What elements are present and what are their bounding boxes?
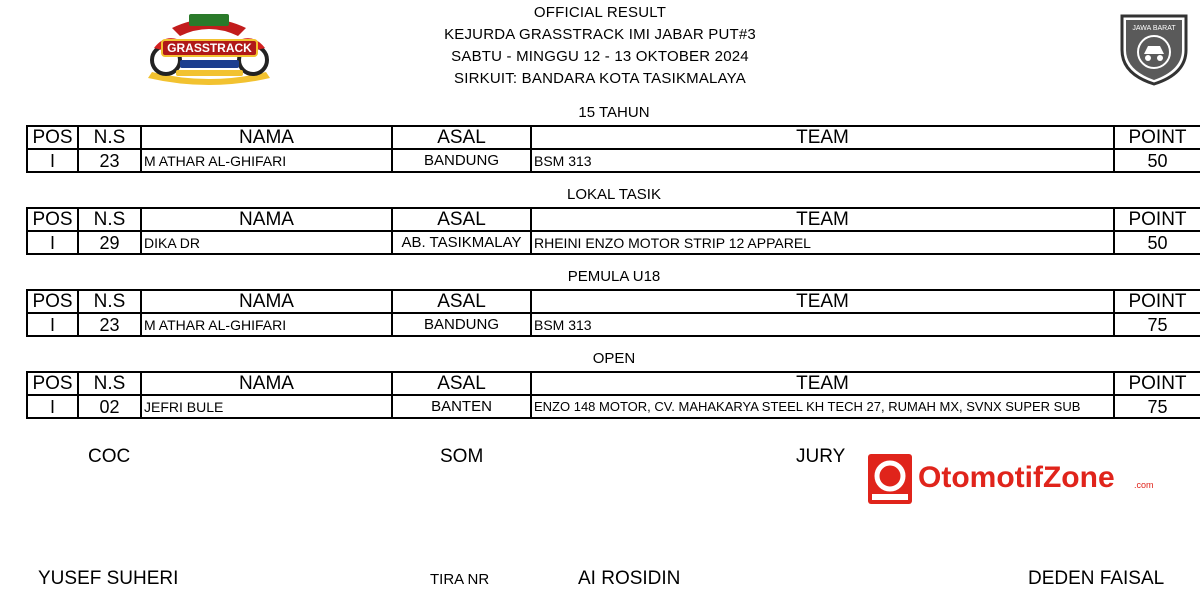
table-row [27,231,1200,254]
coc-name: YUSEF SUHERI [38,568,179,589]
cell-point: 50 [1114,231,1200,254]
svg-text:OtomotifZone: OtomotifZone [918,461,1115,494]
coc-label: COC [88,446,131,467]
col-point-header: POINT [1114,290,1200,313]
cell-ns: 23 [78,149,141,172]
category-title: OPEN [592,350,636,367]
col-pos-header: POS [27,126,78,149]
cell-ns: 23 [78,313,141,336]
cell-point: 75 [1114,395,1200,418]
cell-team: BSM 313 [531,313,1114,336]
grasstrack-logo [132,8,287,88]
category-title: LOKAL TASIK [567,186,661,203]
results-table [26,207,1200,255]
col-asal-header: ASAL [392,126,531,149]
results-table [26,289,1200,337]
col-ns-header: N.S [78,290,141,313]
col-ns-header: N.S [78,126,141,149]
header-line-4: SIRKUIT: BANDARA KOTA TASIKMALAYA [454,70,746,87]
table-header-row [27,290,1200,313]
svg-text:.com: .com [1134,480,1154,490]
col-point-header: POINT [1114,126,1200,149]
results-table [26,371,1200,419]
som-name: TIRA NR [430,571,490,588]
cell-ns: 29 [78,231,141,254]
col-pos-header: POS [27,372,78,395]
official-name: AI ROSIDIN [578,568,681,589]
jury-name: DEDEN FAISAL [1028,568,1165,589]
table-row [27,395,1200,418]
col-nama-header: NAMA [141,290,392,313]
col-pos-header: POS [27,208,78,231]
col-asal-header: ASAL [392,372,531,395]
results-table [26,125,1200,173]
otomotifzone-watermark [868,454,1158,504]
cell-pos: I [27,231,78,254]
col-nama-header: NAMA [141,126,392,149]
col-asal-header: ASAL [392,208,531,231]
cell-pos: I [27,149,78,172]
col-team-header: TEAM [531,290,1114,313]
cell-team: RHEINI ENZO MOTOR STRIP 12 APPAREL [531,231,1114,254]
table-header-row [27,126,1200,149]
cell-team: ENZO 148 MOTOR, CV. MAHAKARYA STEEL KH TECH 27, RUMAH MX, SVNX SUPER SUB [531,395,1114,418]
cell-nama: DIKA DR [141,231,392,254]
col-ns-header: N.S [78,208,141,231]
cell-asal: BANTEN [392,395,531,418]
header-line-1: OFFICIAL RESULT [533,4,667,21]
col-point-header: POINT [1114,372,1200,395]
col-team-header: TEAM [531,372,1114,395]
table-header-row [27,372,1200,395]
cell-nama: M ATHAR AL-GHIFARI [141,149,392,172]
cell-asal: BANDUNG [392,149,531,172]
som-label: SOM [440,446,484,467]
cell-ns: 02 [78,395,141,418]
cell-asal: AB. TASIKMALAY [392,231,531,254]
col-team-header: TEAM [531,208,1114,231]
col-ns-header: N.S [78,372,141,395]
cell-pos: I [27,313,78,336]
cell-asal: BANDUNG [392,313,531,336]
cell-point: 50 [1114,149,1200,172]
table-header-row [27,208,1200,231]
cell-team: BSM 313 [531,149,1114,172]
header-line-3: SABTU - MINGGU 12 - 13 OKTOBER 2024 [451,48,749,65]
col-asal-header: ASAL [392,290,531,313]
cell-nama: M ATHAR AL-GHIFARI [141,313,392,336]
col-point-header: POINT [1114,208,1200,231]
svg-text:GRASSTRACK: GRASSTRACK [167,41,252,55]
category-title: 15 TAHUN [578,104,650,121]
table-row [27,313,1200,336]
cell-pos: I [27,395,78,418]
col-team-header: TEAM [531,126,1114,149]
jury-label: JURY [796,446,846,467]
header-line-2: KEJURDA GRASSTRACK IMI JABAR PUT#3 [444,26,756,43]
cell-nama: JEFRI BULE [141,395,392,418]
col-pos-header: POS [27,290,78,313]
cell-point: 75 [1114,313,1200,336]
imi-jawa-barat-logo [1118,10,1190,86]
col-nama-header: NAMA [141,208,392,231]
category-title: PEMULA U18 [567,268,661,285]
table-row [27,149,1200,172]
col-nama-header: NAMA [141,372,392,395]
svg-text:JAWA BARAT: JAWA BARAT [1132,25,1176,32]
